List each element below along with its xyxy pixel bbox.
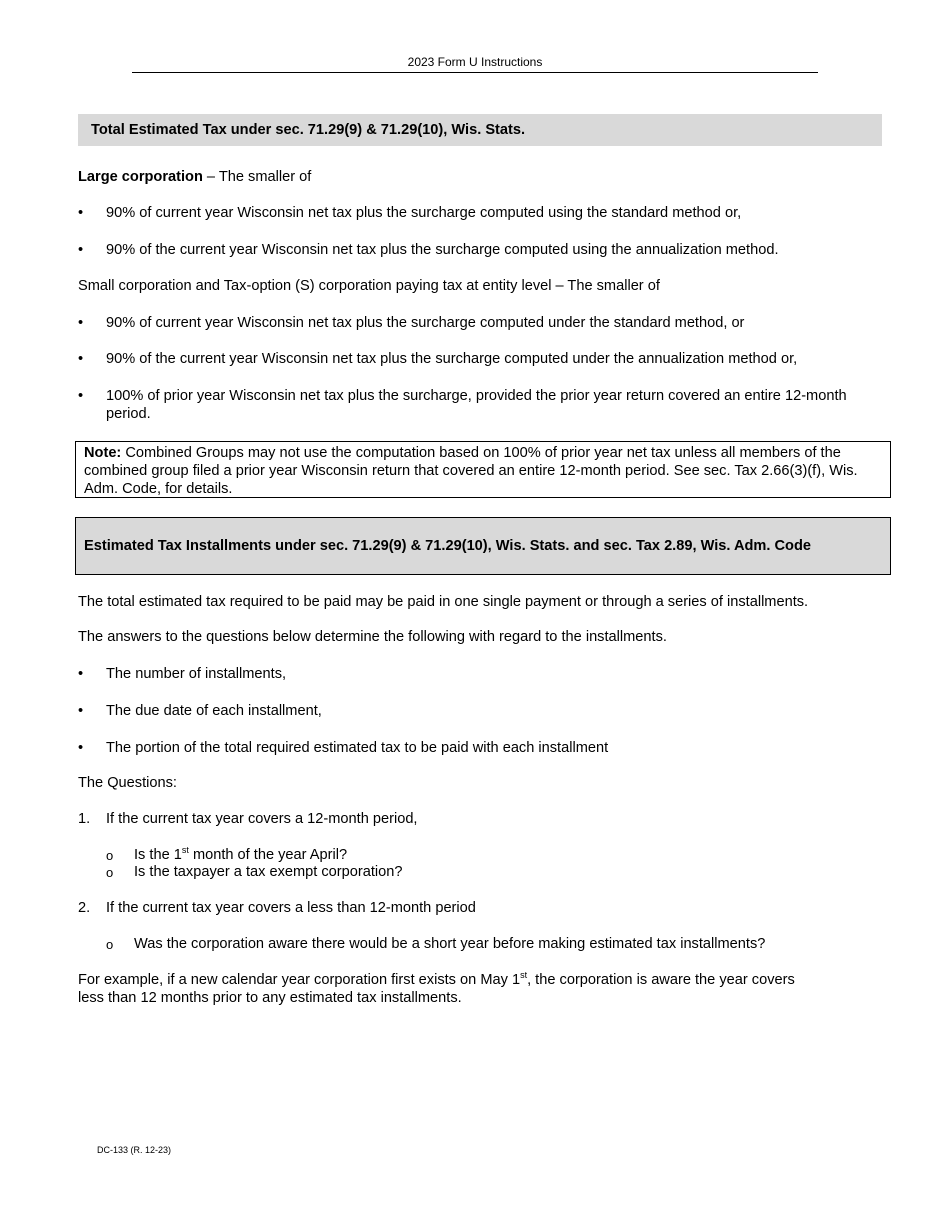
bullet-glyph: • bbox=[78, 666, 84, 682]
installment-bullet-2: The due date of each installment, bbox=[106, 703, 322, 719]
question-number-1: 1. bbox=[78, 811, 91, 827]
small-bullet-2: 90% of the current year Wisconsin net tax plus the surcharge computed under the annualization method or, bbox=[106, 351, 798, 367]
bullet-glyph: • bbox=[78, 315, 84, 331]
page-header: 2023 Form U Instructions bbox=[132, 55, 818, 73]
large-bullet-1: 90% of current year Wisconsin net tax plus the surcharge computed using the standard method or, bbox=[106, 205, 742, 221]
question-1-sub-1 bbox=[134, 846, 874, 864]
bullet-glyph: • bbox=[78, 388, 84, 404]
large-corporation-rest: – The smaller of bbox=[202, 169, 312, 185]
questions-label: The Questions: bbox=[78, 775, 177, 791]
section-heading-total-estimated-tax: Total Estimated Tax under sec. 71.29(9) & 71.29(10), Wis. Stats. bbox=[78, 114, 882, 146]
circle-bullet-glyph: o bbox=[106, 937, 114, 952]
question-1-sub-1-pre: Is the 1 bbox=[134, 847, 182, 863]
bullet-glyph: • bbox=[78, 351, 84, 367]
large-corporation-intro bbox=[78, 168, 878, 186]
small-bullet-3: 100% of prior year Wisconsin net tax plus the surcharge, provided the prior year return covered an entire 12-month period. bbox=[106, 388, 847, 422]
question-1: If the current tax year covers a 12-month period, bbox=[106, 811, 418, 827]
circle-bullet-glyph: o bbox=[106, 865, 114, 880]
installments-paragraph-1: The total estimated tax required to be paid may be paid in one single payment or through a series of installments. bbox=[78, 594, 809, 610]
small-corporation-intro: Small corporation and Tax-option (S) corporation paying tax at entity level – The smaller of bbox=[78, 278, 660, 294]
small-bullet-1: 90% of current year Wisconsin net tax plus the surcharge computed under the standard method, or bbox=[106, 315, 745, 331]
question-2: If the current tax year covers a less than 12-month period bbox=[106, 900, 476, 916]
circle-bullet-glyph: o bbox=[106, 848, 114, 863]
bullet-glyph: • bbox=[78, 205, 84, 221]
bullet-glyph: • bbox=[78, 740, 84, 756]
form-code-footer: DC-133 (R. 12-23) bbox=[97, 1145, 172, 1155]
large-corporation-label: Large corporation bbox=[78, 169, 203, 185]
example-pre: For example, if a new calendar year corporation first exists on May 1 bbox=[78, 972, 521, 988]
question-1-sub-1-sup: st bbox=[181, 845, 189, 855]
large-bullet-2: 90% of the current year Wisconsin net tax plus the surcharge computed using the annualization method. bbox=[106, 242, 779, 258]
installment-bullet-1: The number of installments, bbox=[106, 666, 287, 682]
installments-paragraph-2: The answers to the questions below determine the following with regard to the installments. bbox=[78, 629, 667, 645]
question-number-2: 2. bbox=[78, 900, 91, 916]
question-1-sub-2: Is the taxpayer a tax exempt corporation? bbox=[134, 864, 403, 880]
bullet-glyph: • bbox=[78, 242, 84, 258]
bullet-glyph: • bbox=[78, 703, 84, 719]
question-2-sub-1: Was the corporation aware there would be a short year before making estimated tax installments? bbox=[134, 936, 766, 952]
example-post: , the corporation is aware the year covers less than 12 months prior to any estimated tax installments. bbox=[78, 972, 795, 1006]
combined-groups-note bbox=[75, 441, 891, 498]
note-label: Note: bbox=[84, 445, 122, 461]
installment-bullet-3: The portion of the total required estimated tax to be paid with each installment bbox=[106, 740, 609, 756]
example-paragraph bbox=[78, 971, 806, 1007]
section-heading-installments: Estimated Tax Installments under sec. 71.29(9) & 71.29(10), Wis. Stats. and sec. Tax 2.89, Wis. Adm. Code bbox=[75, 517, 891, 575]
example-sup: st bbox=[520, 970, 528, 980]
question-1-sub-1-post: month of the year April? bbox=[188, 847, 348, 863]
note-text: Combined Groups may not use the computation based on 100% of prior year net tax unless all members of the combined group filed a prior year Wisconsin return that covered an entire 12-month period. See sec. Tax 2.66(3)(f), Wis. Adm. Code, for details. bbox=[84, 445, 858, 497]
